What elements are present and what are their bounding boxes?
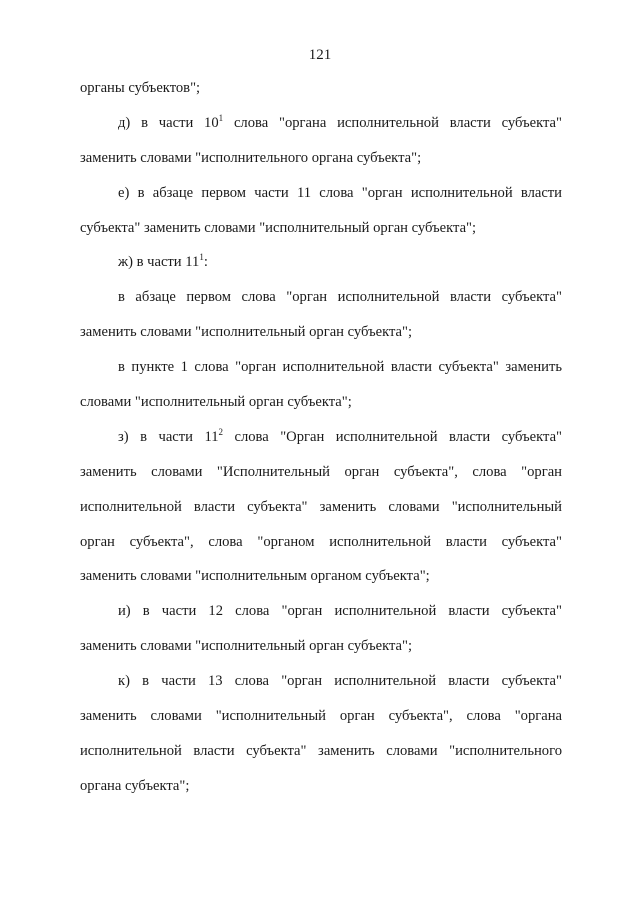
- text-line: и) в части 12 слова "орган исполнительной власти субъекта": [118, 603, 562, 620]
- text-line: заменить словами "исполнительный орган субъекта";: [80, 638, 413, 655]
- text-line: е) в абзаце первом части 11 слова "орган исполнительной власти: [118, 184, 562, 201]
- line-segment: д) в части 10: [118, 114, 219, 131]
- text-line-with-superscript: [80, 245, 562, 280]
- text-line: заменить словами "Исполнительный орган субъекта", слова "орган: [80, 463, 562, 480]
- text-line: заменить словами "исполнительным органом субъекта";: [80, 568, 430, 585]
- text-line-with-superscript: [80, 420, 562, 455]
- text-line: заменить словами "исполнительного органа субъекта";: [80, 149, 422, 166]
- line-segment: ж) в части 11: [118, 254, 200, 271]
- text-line: исполнительной власти субъекта" заменить словами "исполнительный: [80, 498, 562, 515]
- page-number: 121: [308, 47, 332, 63]
- text-line: органа субъекта";: [80, 777, 190, 794]
- text-line: субъекта" заменить словами "исполнительный орган субъекта";: [80, 219, 477, 236]
- line-segment: слова "Орган исполнительной власти субъекта": [223, 428, 563, 445]
- line-segment: слова "органа исполнительной власти субъекта": [223, 114, 562, 131]
- text-line: к) в части 13 слова "орган исполнительной власти субъекта": [118, 673, 562, 690]
- superscript: 2: [218, 426, 223, 437]
- text-line: орган субъекта", слова "органом исполнительной власти субъекта": [80, 533, 562, 550]
- text-line: заменить словами "исполнительный орган субъекта", слова "органа: [80, 708, 562, 725]
- document-body: [80, 71, 562, 804]
- text-line: исполнительной власти субъекта" заменить словами "исполнительного: [80, 742, 562, 759]
- text-line-with-superscript: [80, 106, 562, 141]
- superscript: 1: [218, 112, 224, 123]
- text-line: в пункте 1 слова "орган исполнительной власти субъекта" заменить: [118, 359, 562, 376]
- text-line: заменить словами "исполнительный орган субъекта";: [80, 324, 413, 341]
- line-segment: з) в части 11: [118, 428, 219, 445]
- superscript: 1: [199, 252, 204, 263]
- text-line: словами "исполнительный орган субъекта";: [80, 394, 352, 411]
- text-line: органы субъектов";: [80, 80, 201, 96]
- text-line: в абзаце первом слова "орган исполнительной власти субъекта": [118, 289, 562, 306]
- line-segment: :: [203, 254, 208, 271]
